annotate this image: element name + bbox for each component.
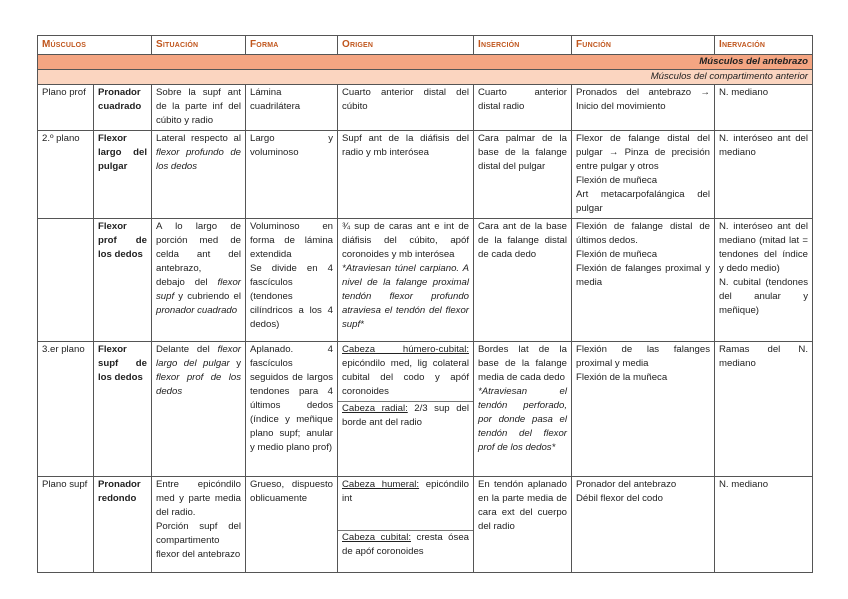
paragraph: [156, 132, 241, 174]
funcion-cell: [572, 477, 715, 573]
text-segment: Flexor de falange distal del pulgar → Pinza de precisión entre pulgar y otros: [576, 133, 710, 172]
text-segment: Lámina cuadrilátera: [250, 87, 301, 112]
paragraph: [342, 402, 469, 430]
forma-cell: [246, 342, 338, 477]
text-segment: *Atraviesan el tendón perforado, por donde pasa el tendón del flexor prof de los dedos*: [478, 386, 567, 453]
muscle-name: Pronador redondo: [94, 477, 152, 573]
table-row: [38, 477, 813, 573]
plano-cell: 3.er plano: [38, 342, 94, 477]
text-segment: Cuarto anterior distal del cúbito: [342, 87, 469, 112]
paragraph: [342, 531, 469, 559]
text-segment: Pronador del antebrazo: [576, 479, 677, 490]
header-row: [38, 36, 813, 55]
table-row: [38, 85, 813, 131]
text-segment: pronador cuadrado: [156, 305, 238, 316]
paragraph: [250, 262, 333, 332]
text-segment: Aplanado. 4 fascículos seguidos de largos tendones para 4 últimos dedos (índice y meñique plano supf; anular y medio plano prof): [250, 344, 333, 453]
paragraph: [576, 132, 710, 174]
text-segment: Cuarto anterior distal radio: [478, 87, 567, 112]
paragraph: [576, 248, 710, 262]
insercion-cell: [474, 477, 572, 573]
funcion-cell: [572, 219, 715, 342]
paragraph: [719, 220, 808, 276]
inervacion-cell: [715, 85, 813, 131]
paragraph: [576, 220, 710, 248]
header-forma: Forma: [246, 36, 338, 55]
text-segment: Flexión de la muñeca: [576, 372, 668, 383]
text-segment: Flexión de falanges proximal y media: [576, 263, 710, 288]
text-segment: flexor supf: [156, 277, 241, 302]
text-segment: flexor profundo de los dedos: [156, 147, 241, 172]
situacion-cell: [152, 85, 246, 131]
paragraph: [478, 132, 567, 174]
text-segment: epicóndilo med, lig colateral cubital del codo y apóf coronoides: [342, 358, 469, 397]
paragraph: [250, 478, 333, 506]
paragraph: [576, 188, 710, 216]
paragraph: [156, 520, 241, 562]
text-segment: Cabeza cubital:: [342, 532, 411, 543]
paragraph: [478, 86, 567, 114]
text-segment: Flexión de las falanges proximal y media: [576, 344, 710, 369]
text-segment: flexor largo del pulgar: [156, 344, 241, 369]
text-segment: N. interóseo ant del mediano: [719, 133, 808, 158]
text-segment: 2/3 sup del borde ant del radio: [342, 403, 469, 428]
plano-cell: 2.º plano: [38, 131, 94, 219]
text-segment: Flexión de muñeca: [576, 249, 658, 260]
header-musculos: Músculos: [38, 36, 152, 55]
text-segment: N. mediano: [719, 87, 769, 98]
origen-part: [338, 401, 473, 432]
text-segment: y: [229, 358, 241, 369]
origen-part: [338, 530, 473, 561]
text-segment: N. mediano: [719, 479, 769, 490]
forma-cell: [246, 85, 338, 131]
text-segment: En tendón aplanado en la parte media de cara ext del cuerpo del radio: [478, 479, 567, 532]
inervacion-cell: [715, 219, 813, 342]
text-segment: Cabeza húmero-cubital:: [342, 344, 469, 355]
paragraph: [156, 86, 241, 128]
paragraph: [719, 86, 808, 100]
paragraph: [576, 371, 710, 385]
paragraph: [250, 343, 333, 455]
table-row: [38, 131, 813, 219]
header-origen: Origen: [338, 36, 474, 55]
paragraph: [342, 220, 469, 262]
header-funcion: Función: [572, 36, 715, 55]
text-segment: cresta ósea de apóf coronoides: [342, 532, 469, 557]
text-segment: debajo del: [156, 277, 218, 288]
table-row: [38, 342, 813, 477]
origen-cell: [338, 131, 474, 219]
paragraph: [250, 220, 333, 262]
paragraph: [156, 276, 241, 318]
origen-cell: [338, 85, 474, 131]
insercion-cell: [474, 131, 572, 219]
header-inervacion: Inervación: [715, 36, 813, 55]
paragraph: [342, 132, 469, 160]
text-segment: Entre epicóndilo med y parte media del radio.: [156, 479, 241, 518]
plano-cell: Plano supf: [38, 477, 94, 573]
paragraph: [719, 132, 808, 160]
text-segment: N. cubital (tendones del anular y meñique): [719, 277, 808, 316]
paragraph: [576, 478, 710, 492]
text-segment: Lateral respecto al: [156, 133, 241, 144]
plano-cell: Plano prof: [38, 85, 94, 131]
funcion-cell: [572, 131, 715, 219]
text-segment: Art metacarpofalángica del pulgar: [576, 189, 710, 214]
paragraph: [342, 86, 469, 114]
text-segment: Cara palmar de la base de la falange distal del pulgar: [478, 133, 567, 172]
text-segment: y cubriendo el: [174, 291, 241, 302]
paragraph: [576, 262, 710, 290]
paragraph: [719, 276, 808, 318]
situacion-cell: [152, 342, 246, 477]
origen-cell: [338, 342, 474, 477]
origen-cell: [338, 219, 474, 342]
text-segment: Flexión de falange distal de últimos dedos.: [576, 221, 710, 246]
text-segment: Débil flexor del codo: [576, 493, 663, 504]
insercion-cell: [474, 219, 572, 342]
forma-cell: [246, 219, 338, 342]
text-segment: Sobre la supf ant de la parte inf del cúbito y radio: [156, 87, 241, 126]
text-segment: Delante del: [156, 344, 218, 355]
paragraph: [156, 478, 241, 520]
paragraph: [342, 343, 469, 399]
insercion-cell: [474, 342, 572, 477]
forma-cell: [246, 131, 338, 219]
text-segment: Cabeza radial:: [342, 403, 408, 414]
muscle-table: [37, 35, 813, 573]
muscle-name: Flexor prof de los dedos: [94, 219, 152, 342]
text-segment: Se divide en 4 fascículos (tendones cilíndricos a los 4 dedos): [250, 263, 333, 330]
paragraph: [478, 343, 567, 385]
paragraph: [342, 262, 469, 332]
paragraph: [478, 385, 567, 455]
situacion-cell: [152, 219, 246, 342]
paragraph: [156, 220, 241, 276]
paragraph: [250, 86, 333, 114]
paragraph: [719, 478, 808, 492]
funcion-cell: [572, 342, 715, 477]
paragraph: [576, 492, 710, 506]
muscle-name: Flexor supf de los dedos: [94, 342, 152, 477]
inervacion-cell: [715, 131, 813, 219]
muscle-name: Flexor largo del pulgar: [94, 131, 152, 219]
paragraph: [719, 343, 808, 371]
text-segment: *Atraviesan túnel carpiano. A nivel de la falange proximal tendón flexor profundo atraviesa el tendón del flexor supf*: [342, 263, 469, 330]
text-segment: Supf ant de la diáfisis del radio y mb interósea: [342, 133, 469, 158]
text-segment: epicóndilo int: [342, 479, 469, 504]
table-row: [38, 219, 813, 342]
subsection-title: Músculos del compartimento anterior: [38, 70, 813, 85]
paragraph: [342, 478, 469, 506]
text-segment: Porción supf del compartimento flexor del antebrazo: [156, 521, 241, 560]
text-segment: Largo y voluminoso: [250, 133, 333, 158]
text-segment: Pronados del antebrazo → Inicio del movimiento: [576, 87, 710, 112]
text-segment: Cabeza humeral:: [342, 479, 420, 490]
text-segment: Flexión de muñeca: [576, 175, 658, 186]
text-segment: flexor prof de los dedos: [156, 372, 241, 397]
section-title: Músculos del antebrazo: [38, 55, 813, 70]
text-segment: Voluminoso en forma de lámina extendida: [250, 221, 333, 260]
origen-part: [338, 343, 473, 401]
text-segment: N. interóseo ant del mediano (mitad lat = tendones del índice y dedo medio): [719, 221, 808, 274]
header-situacion: Situación: [152, 36, 246, 55]
text-segment: A lo largo de porción med de celda ant del antebrazo,: [156, 221, 241, 274]
paragraph: [576, 174, 710, 188]
origen-part: [338, 478, 473, 530]
paragraph: [478, 478, 567, 534]
header-insercion: Inserción: [474, 36, 572, 55]
text-segment: ¾ sup de caras ant e int de diáfisis del cúbito, apóf coronoides y mb interósea: [342, 221, 469, 260]
paragraph: [576, 343, 710, 371]
muscle-name: Pronador cuadrado: [94, 85, 152, 131]
paragraph: [250, 132, 333, 160]
situacion-cell: [152, 477, 246, 573]
text-segment: Grueso, dispuesto oblicuamente: [250, 479, 333, 504]
forma-cell: [246, 477, 338, 573]
text-segment: Ramas del N. mediano: [719, 344, 808, 369]
text-segment: Bordes lat de la base de la falange media de cada dedo: [478, 344, 567, 383]
plano-cell: [38, 219, 94, 342]
paragraph: [156, 343, 241, 399]
paragraph: [576, 86, 710, 114]
situacion-cell: [152, 131, 246, 219]
text-segment: Cara ant de la base de la falange distal de cada dedo: [478, 221, 567, 260]
funcion-cell: [572, 85, 715, 131]
inervacion-cell: [715, 477, 813, 573]
insercion-cell: [474, 85, 572, 131]
origen-cell: [338, 477, 474, 573]
paragraph: [478, 220, 567, 262]
inervacion-cell: [715, 342, 813, 477]
